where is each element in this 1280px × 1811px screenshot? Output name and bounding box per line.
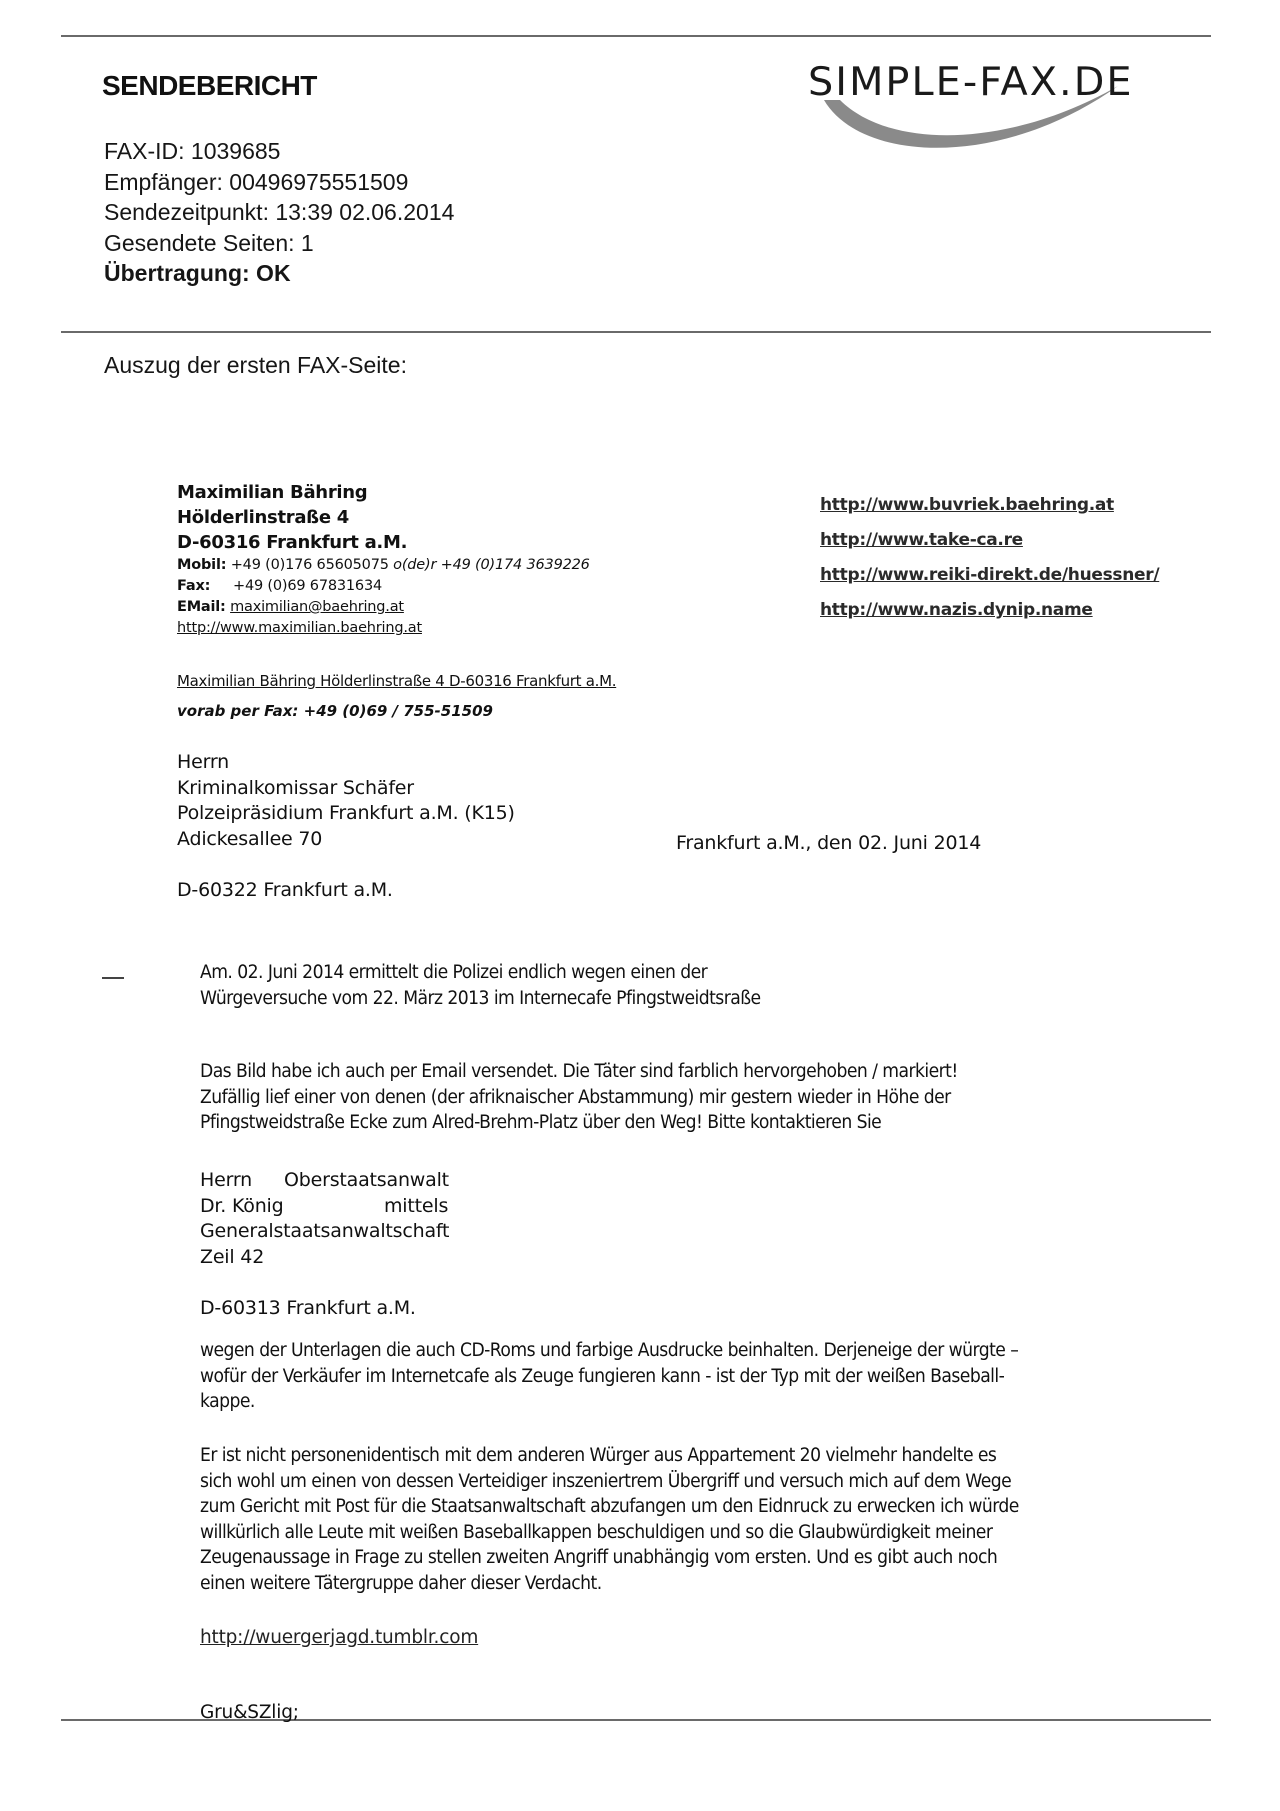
recipient-org: Polzeipräsidium Frankfurt a.M. (K15): [177, 802, 515, 824]
paragraph-line: zum Gericht mit Post für die Staatsanwaltschaft abzufangen um den Eidnruck zu erwecken ich würde: [200, 1496, 1019, 1517]
paragraph-line: Zeugenaussage in Frage zu stellen zweiten Angriff unabhängig vom ersten. Und es gibt auch noch: [200, 1547, 998, 1568]
email-link[interactable]: maximilian@baehring.at: [230, 599, 404, 615]
paragraph-line: einen weitere Tätergruppe daher dieser Verdacht.: [200, 1572, 602, 1594]
contact-mittels: mittels: [384, 1194, 449, 1217]
contact-line-1: [200, 1168, 449, 1194]
fax-id: FAX-ID: 1039685: [104, 138, 281, 164]
paragraph-line: wofür der Verkäufer im Internetcafe als Zeuge fungieren kann - ist der Typ mit der weißen Baseball-: [200, 1365, 1005, 1387]
return-address: Maximilian Bähring Hölderlinstraße 4 D-60316 Frankfurt a.M.: [177, 672, 617, 690]
sender-block: [177, 480, 590, 639]
contact-title: Oberstaatsanwalt: [284, 1169, 449, 1191]
link-reiki-direkt[interactable]: http://www.reiki-direkt.de/huessner/: [820, 565, 1160, 585]
link-buvriek[interactable]: http://www.buvriek.baehring.at: [820, 495, 1114, 515]
contact-salutation: Herrn: [200, 1169, 252, 1191]
subject-line: Würgeversuche vom 22. März 2013 im Internecafe Pfingstweidtsraße: [200, 987, 761, 1009]
contact-city: D-60313 Frankfurt a.M.: [200, 1296, 416, 1319]
sender-street: Hölderlinstraße 4: [177, 507, 349, 528]
recipient-number: Empfänger: 00496975551509: [104, 168, 409, 195]
subject-line: Am. 02. Juni 2014 ermittelt die Polizei endlich wegen einen der: [200, 962, 708, 983]
paragraph-line: wegen der Unterlagen die auch CD-Roms und farbige Ausdrucke beinhalten. Derjeneige der würgte –: [200, 1340, 1019, 1361]
subject: [200, 960, 761, 1011]
transmission-status: Übertragung: OK: [104, 260, 291, 286]
sender-mobile: [177, 555, 590, 576]
paragraph-line: kappe.: [200, 1391, 255, 1412]
links-list: [820, 488, 1159, 628]
paragraph-3: [200, 1443, 1019, 1596]
report-meta: [104, 136, 454, 289]
paragraph-1: [200, 1059, 958, 1136]
simple-fax-logo: [800, 52, 1220, 162]
fax-value: +49 (0)69 67831634: [233, 578, 383, 594]
top-divider: [61, 35, 1211, 37]
paragraph-line: Pfingstweidstraße Ecke zum Alred-Brehm-Platz über den Weg! Bitte kontaktieren Sie: [200, 1112, 882, 1133]
recipient-address: [177, 750, 515, 903]
contact-name: Dr. König: [200, 1194, 284, 1217]
mobil-value: +49 (0)176 65605075: [226, 557, 394, 573]
recipient-salutation: Herrn: [177, 751, 229, 773]
recipient-street: Adickesallee 70: [177, 827, 323, 850]
paragraph-line: willkürlich alle Leute mit weißen Baseballkappen beschuldigen und so die Glaubwürdigkeit meiner: [200, 1521, 993, 1543]
paragraph-line: Das Bild habe ich auch per Email versendet. Die Täter sind farblich hervorgehoben / markiert!: [200, 1061, 958, 1082]
paragraph-line: Er ist nicht personenidentisch mit dem anderen Würger aus Appartement 20 vielmehr handelte es: [200, 1445, 997, 1466]
excerpt-label: Auszug der ersten FAX-Seite:: [104, 352, 407, 378]
link-take-care[interactable]: http://www.take-ca.re: [820, 530, 1023, 550]
contact-org: Generalstaatsanwaltschaft: [200, 1220, 450, 1242]
contact-line-2: [200, 1194, 449, 1220]
fold-mark: [102, 977, 124, 979]
recipient-spacer: [177, 852, 515, 878]
sender-fax: [177, 576, 590, 597]
recipient-city: D-60322 Frankfurt a.M.: [177, 878, 393, 901]
email-label: EMail:: [177, 599, 226, 615]
header-divider: [61, 331, 1211, 333]
vorab-fax-line: vorab per Fax: +49 (0)69 / 755-51509: [177, 702, 493, 720]
contact-spacer: [200, 1270, 449, 1296]
report-title: SENDEBERICHT: [102, 70, 317, 101]
sender-email: [177, 597, 590, 618]
logo-text: SIMPLE-FAX.DE: [808, 60, 1134, 105]
date-line: Frankfurt a.M., den 02. Juni 2014: [676, 832, 982, 854]
paragraph-2: [200, 1338, 1018, 1415]
blog-link[interactable]: http://wuergerjagd.tumblr.com: [200, 1627, 479, 1648]
contact-address: [200, 1168, 449, 1321]
paragraph-line: Zufällig lief einer von denen (der afriknaischer Abstammung) mir gestern wieder in Höhe der: [200, 1086, 951, 1108]
sender-name: Maximilian Bähring: [177, 482, 368, 503]
pages-sent: Gesendete Seiten: 1: [104, 229, 314, 256]
mobil-label: Mobil:: [177, 557, 227, 573]
sender-website-link[interactable]: http://www.maximilian.baehring.at: [177, 620, 422, 636]
contact-street: Zeil 42: [200, 1245, 265, 1268]
fax-label: Fax:: [177, 578, 211, 594]
recipient-name: Kriminalkomissar Schäfer: [177, 776, 414, 799]
mobil-alt: o(de)r +49 (0)174 3639226: [393, 557, 590, 573]
paragraph-line: sich wohl um einen von dessen Verteidiger inszeniertrem Übergriff und versuch mich auf dem Wege: [200, 1470, 1012, 1492]
sender-city: D-60316 Frankfurt a.M.: [177, 532, 408, 553]
link-dynip[interactable]: http://www.nazis.dynip.name: [820, 600, 1093, 620]
closing: Gru&SZlig;: [200, 1702, 299, 1723]
send-time: Sendezeitpunkt: 13:39 02.06.2014: [104, 199, 455, 225]
